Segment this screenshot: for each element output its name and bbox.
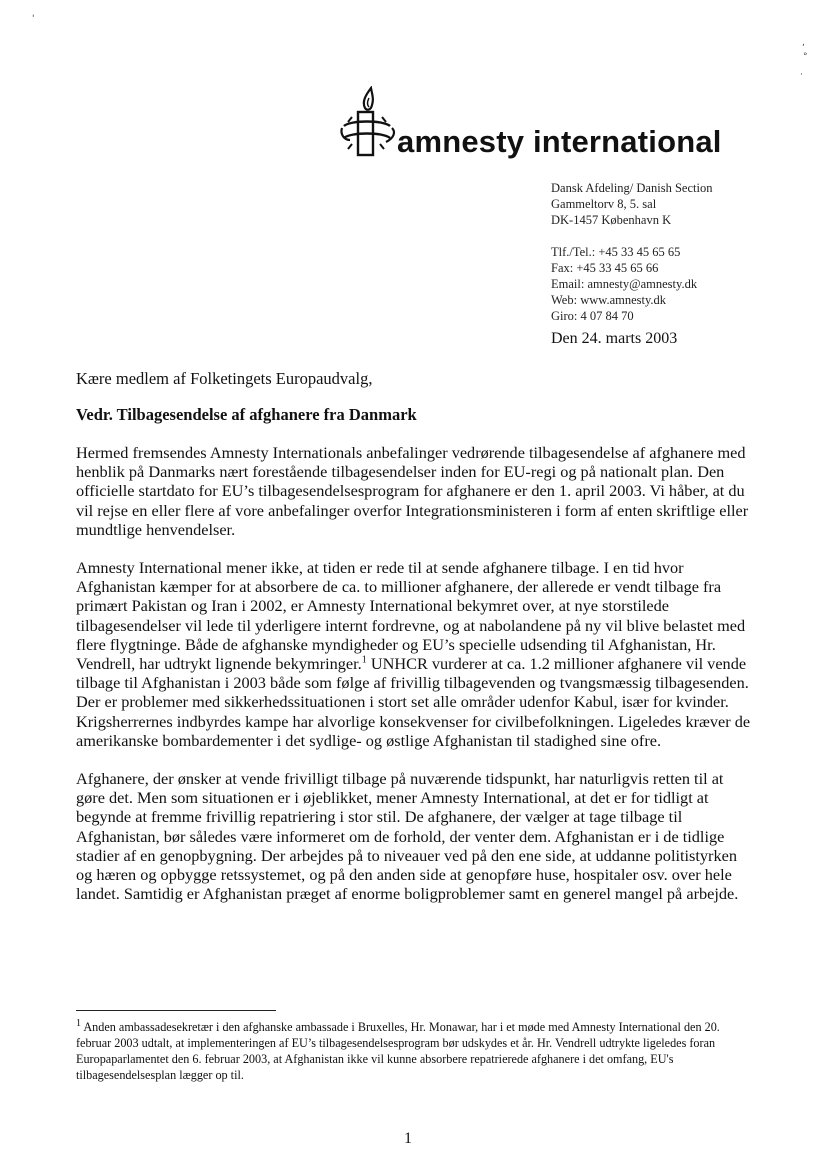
letter-date: Den 24. marts 2003 (551, 330, 678, 347)
address-line: Dansk Afdeling/ Danish Section (551, 181, 713, 195)
scan-speck: , (802, 38, 805, 48)
footnote-divider (76, 1010, 276, 1011)
contact-giro: Giro: 4 07 84 70 (551, 309, 634, 323)
subject-line: Vedr. Tilbagesendelse af afghanere fra Danmark (76, 405, 417, 424)
footnote-reference: 1 (361, 654, 367, 666)
letter-body (76, 443, 756, 922)
footnote-text: Anden ambassadesekretær i den afghanske ambassade i Bruxelles, Hr. Monawar, har i et møde med Amnesty International den 20. februar 2003 udtalt, at implementeringen af EU’s tilbagesendelsesprogram bør udskydes et år. Hr. Vendrell udtrykte ligeledes foran Europaparlamentet den 6. februar 2003, at Afghanistan ikke vil kunne absorbere repatrierede afghanere i det omfang, EU's tilbagesendelsesplan lægger op til. (76, 1020, 720, 1082)
salutation: Kære medlem af Folketingets Europaudvalg, (76, 369, 373, 388)
body-paragraph: Afghanere, der ønsker at vende frivilligt tilbage på nuværende tidspunkt, har naturligvis retten til at gøre det. Men som situationen er i øjeblikket, mener Amnesty International, at det er for tidligt at begynde at fremme frivillig repatriering i stor stil. De afghanere, der vælger at tage tilbage til Afghanistan, bør således være informeret om de forhold, der venter dem. Afghanistan er i de tidlige stadier af en genopbygning. Der arbejdes på to niveauer ved på den ene side, at uddanne politistyrken og hæren og opbygge retssystemet, og på den anden side at genopføre huse, hospitaler osv. over hele landet. Samtidig er Afghanistan præget af enorme boligproblemer samt en generel mangel på arbejde. (76, 769, 739, 904)
scan-speck: ' (32, 14, 35, 24)
scan-speck: · (800, 70, 803, 80)
address-line: Gammeltorv 8, 5. sal (551, 197, 657, 211)
contact-web: Web: www.amnesty.dk (551, 293, 667, 307)
logo-text: amnesty international (397, 124, 722, 159)
candle-barbed-wire-icon (338, 86, 398, 158)
contact-phone: Tlf./Tel.: +45 33 45 65 65 (551, 245, 681, 259)
body-paragraph: Amnesty International mener ikke, at tiden er rede til at sende afghanere tilbage. I en tid hvor Afghanistan kæmper for at absorbere de ca. to millioner afghanere, der allerede er vendt tilbage fra primært Pakistan og Iran i 2002, er Amnesty International bekymret over, at nye storstilede tilbagesendelser vil lede til yderligere internt fordrevne, og at nabolandene på ny vil blive belastet med flere flygtninge. Både de afghanske myndigheder og EU’s specielle udsending til Afghanistan, Hr. Vendrell, har udtrykt lignende bekymringer.$^1$ UNHCR vurderer at ca. 1.2 millioner afghanere vil vende tilbage til Afghanistan i 2003 både som følge af frivillig tilbagevenden og tvangsmæssig tilbagesenden. Der er problemer med sikkerhedssituationen i stort set alle områder udenfor Kabul, især for kvinder. Krigsherrernes indbyrdes kampe har alvorlige konsekvenser for civilbefolkningen. Ligeledes kræver de amerikanske bombardementer i det sydlige- og østlige Afghanistan til stadighed sine ofre. (76, 558, 751, 750)
contact-email: Email: amnesty@amnesty.dk (551, 277, 698, 291)
address-line: DK-1457 København K (551, 213, 672, 227)
contact-fax: Fax: +45 33 45 65 66 (551, 261, 659, 275)
body-paragraph: Hermed fremsendes Amnesty Internationals anbefalinger vedrørende tilbagesendelse af afghanere med henblik på Danmarks nært forestående tilbagesendelser inden for EU-regi og på nationalt plan. Den officielle startdato for EU’s tilbagesendelsesprogram for afghanere er den 1. april 2003. Vi håber, at du vil rejse en eller flere af vore anbefalinger overfor Integrationsministeren i form af enten skriftlige eller mundtlige henvendelser. (76, 443, 749, 539)
footnote (76, 1019, 756, 1083)
scan-speck: ° (803, 52, 808, 62)
sender-address (551, 180, 811, 324)
page-number: 1 (404, 1130, 412, 1147)
amnesty-logo (338, 86, 758, 158)
footnote-number: 1 (76, 1017, 81, 1029)
